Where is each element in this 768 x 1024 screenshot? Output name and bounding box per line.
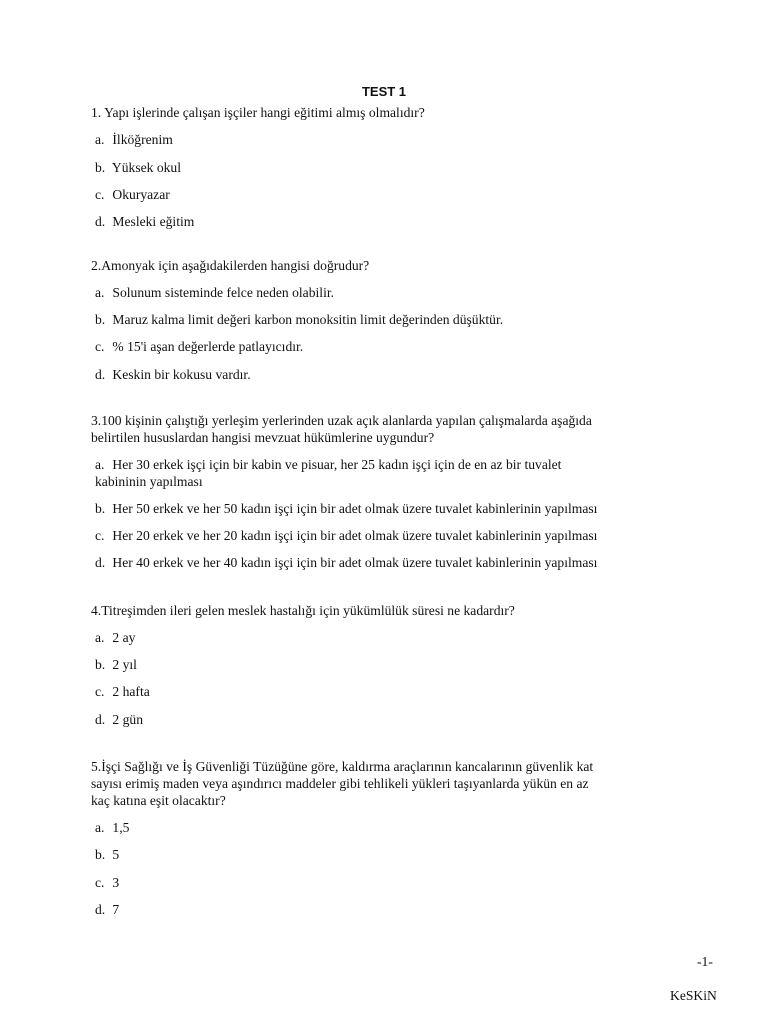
question-2-option-c [95,338,303,355]
option-text: 2 ay [112,630,136,645]
option-text: 2 hafta [112,684,150,699]
question-1-option-b [95,159,181,176]
question-3 [91,412,681,570]
question-4 [91,602,681,727]
option-letter: a. [95,132,105,147]
option-text: Her 40 erkek ve her 40 kadın işçi için bir adet olmak üzere tuvalet kabinlerinin yapılması [112,555,598,570]
option-letter: a. [95,820,105,835]
option-text: Her 30 erkek işçi için bir kabin ve pisuar, her 25 kadın işçi için de en az bir tuvalet [112,457,562,472]
question-1-stem: 1. Yapı işlerinde çalışan işçiler hangi eğitimi almış olmalıdır? [91,105,425,120]
question-1 [91,104,681,229]
option-text: 3 [112,875,120,890]
option-letter: b. [95,657,106,672]
question-4-option-d [95,711,143,728]
page-number: -1- [697,954,713,969]
question-5-option-a [95,819,129,836]
option-letter: d. [95,367,106,382]
option-letter: b. [95,847,106,862]
question-3-option-b [95,500,597,517]
option-letter: c. [95,875,105,890]
option-letter: b. [95,501,106,516]
option-text: Her 50 erkek ve her 50 kadın işçi için bir adet olmak üzere tuvalet kabinlerinin yapılması [112,501,598,516]
question-2 [91,257,681,382]
option-text: 7 [112,902,120,917]
option-letter: d. [95,214,106,229]
question-3-option-a [95,456,561,473]
option-letter: c. [95,339,105,354]
option-text: İlköğrenim [112,132,173,147]
question-2-option-d [95,366,251,383]
question-3-stem-line-1: 3.100 kişinin çalıştığı yerleşim yerlerinden uzak açık alanlarda yapılan çalışmalarda aşağıda [91,413,592,428]
option-text: 5 [112,847,120,862]
question-1-option-d [95,213,194,230]
option-text: 1,5 [112,820,130,835]
option-letter: b. [95,312,106,327]
question-2-option-a [95,284,334,301]
option-letter: d. [95,902,106,917]
option-text: Yüksek okul [111,160,182,175]
option-text: Maruz kalma limit değeri karbon monoksitin limit değerinden düşüktür. [112,312,504,327]
question-3-option-c [95,527,597,544]
option-text: Okuryazar [112,187,170,202]
option-text: 2 yıl [112,657,137,672]
option-letter: c. [95,684,105,699]
option-text: Mesleki eğitim [112,214,195,229]
option-letter: d. [95,555,106,570]
question-5-option-b [95,846,119,863]
option-text: Her 20 erkek ve her 20 kadın işçi için bir adet olmak üzere tuvalet kabinlerinin yapılması [112,528,598,543]
question-5-option-d [95,901,119,918]
question-2-option-b [95,311,503,328]
question-5-stem-line-3: kaç katına eşit olacaktır? [91,793,226,808]
question-5-option-c [95,874,119,891]
question-2-stem: 2.Amonyak için aşağıdakilerden hangisi doğrudur? [91,258,370,273]
question-5 [91,758,681,917]
option-letter: c. [95,187,105,202]
option-letter: a. [95,630,105,645]
option-text: Solunum sisteminde felce neden olabilir. [112,285,335,300]
question-1-option-a [95,131,173,148]
question-3-option-a-line-2: kabininin yapılması [95,474,203,489]
question-4-option-b [95,656,137,673]
option-letter: d. [95,712,106,727]
option-text: 2 gün [112,712,143,727]
option-text: % 15'i aşan değerlerde patlayıcıdır. [112,339,304,354]
option-letter: a. [95,285,105,300]
author-footer: KeSKiN [670,988,717,1003]
question-4-stem: 4.Titreşimden ileri gelen meslek hastalığı için yükümlülük süresi ne kadardır? [91,603,515,618]
page-title: TEST 1 [361,84,407,99]
option-letter: c. [95,528,105,543]
option-letter: b. [95,160,106,175]
question-5-stem-line-2: sayısı erimiş maden veya aşındırıcı maddeler gibi tehlikeli yükleri taşıyanlarda yükün en az [91,776,589,791]
option-text: Keskin bir kokusu vardır. [112,367,251,382]
question-4-option-c [95,683,150,700]
question-4-option-a [95,629,135,646]
question-5-stem-line-1: 5.İşçi Sağlığı ve İş Güvenliği Tüzüğüne göre, kaldırma araçlarının kancalarının güvenlik kat [91,759,594,774]
option-letter: a. [95,457,105,472]
question-3-stem-line-2: belirtilen hususlardan hangisi mevzuat hükümlerine uygundur? [91,430,435,445]
question-3-option-d [95,554,597,571]
question-1-option-c [95,186,170,203]
